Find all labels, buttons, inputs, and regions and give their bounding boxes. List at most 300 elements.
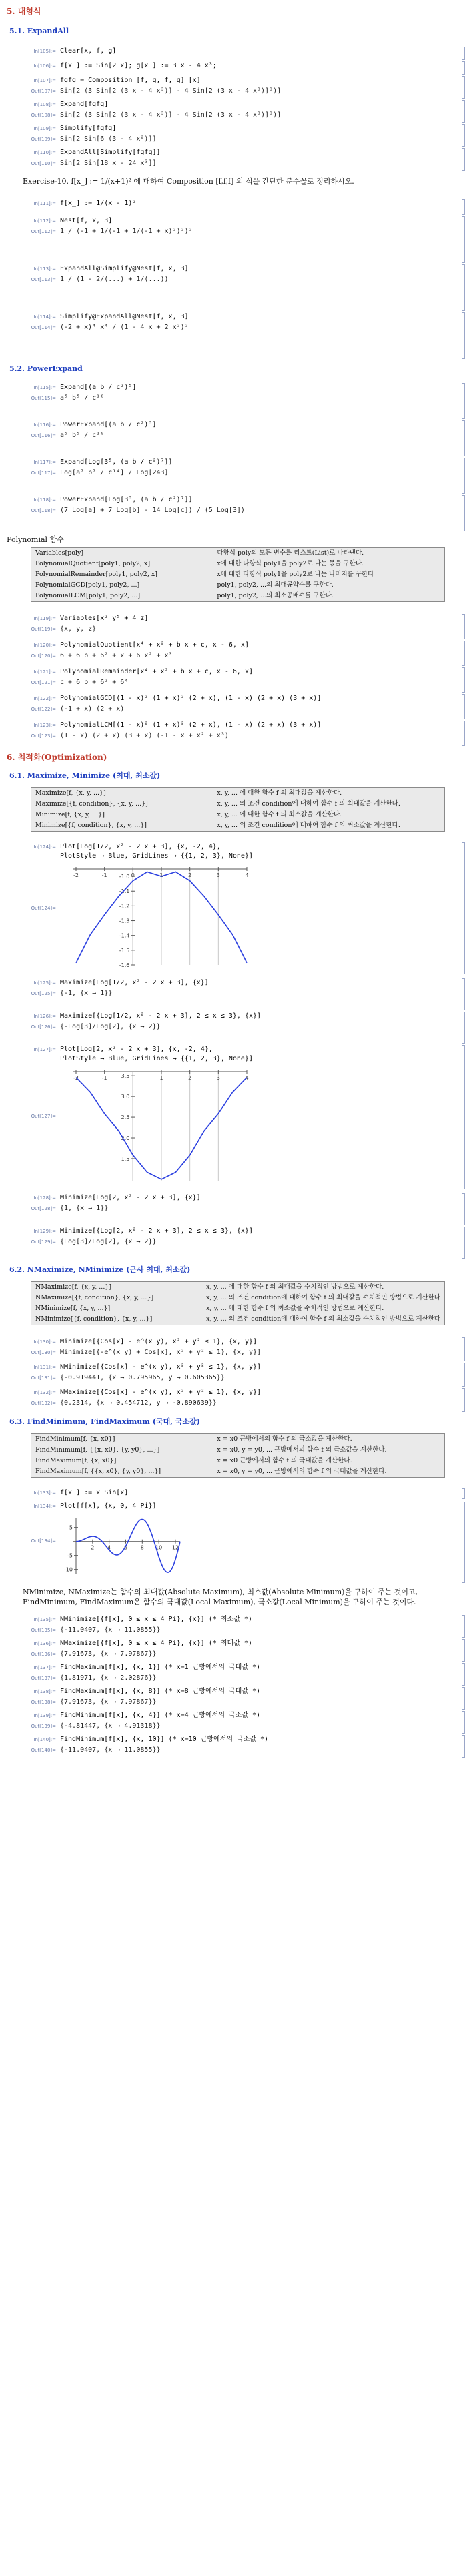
input-code[interactable]: NMinimize[{Cos[x] - e^(x y), x² + y² ≤ 1}, {x, y}]	[60, 1363, 262, 1371]
table-row	[31, 1434, 444, 1445]
input-code[interactable]: Plot[Log[2, x² - 2 x + 3], {x, -2, 4},	[60, 1046, 213, 1053]
input-code[interactable]: FindMaximum[f[x], {x, 1}] (* x=1 근방에서의 극대값 *)	[60, 1664, 261, 1671]
output-cell	[16, 1348, 456, 1357]
output-result: {Log[3]/Log[2], {x → 2}}	[60, 1238, 157, 1245]
input-code[interactable]: NMaximize[{f[x], 0 ≤ x ≤ 4 Pi}, {x}] (* 최대값 *)	[60, 1640, 252, 1647]
cell-bracket[interactable]	[462, 124, 465, 147]
output-label: Out[131]=	[31, 1375, 56, 1381]
input-code[interactable]: NMinimize[{f[x], 0 ≤ x ≤ 4 Pi}, {x}] (* 최소값 *)	[60, 1616, 252, 1623]
output-label: Out[110]=	[31, 161, 56, 166]
output-result: Minimize[{-e^(x y) + Cos[x], x² + y² ≤ 1}, {x, y}]	[60, 1349, 262, 1356]
input-code[interactable]: Expand[fgfg]	[60, 101, 109, 108]
x-tick-label: 4	[245, 872, 249, 878]
input-cell[interactable]	[16, 148, 456, 157]
output-label: Out[139]=	[31, 1724, 56, 1729]
input-code[interactable]: Maximize[Log[1/2, x² - 2 x + 3], {x}]	[60, 979, 209, 986]
input-cell[interactable]	[16, 1639, 456, 1648]
cell-bracket[interactable]	[462, 1363, 465, 1387]
output-result: {-11.0407, {x → 11.0855}}	[60, 1746, 161, 1754]
input-label: In[137]:=	[33, 1665, 56, 1670]
output-result: {7.91673, {x → 7.97867}}	[60, 1650, 157, 1658]
output-cell	[16, 705, 456, 714]
input-cell[interactable]	[16, 199, 456, 208]
output-cell	[16, 87, 456, 96]
output-result: Log[a⁷ b⁷ / c¹⁴] / Log[243]	[60, 469, 169, 476]
output-result: c + 6 b + 6² + 6⁴	[60, 679, 129, 686]
output-result: 1 / (-1 + 1/(-1 + 1/(-1 + x)²)²)²	[60, 228, 193, 235]
input-label: In[117]:=	[33, 460, 56, 465]
y-tick-label: -1.2	[119, 903, 130, 910]
output-result: (-2 + x)⁴ x⁴ / (1 - 4 x + 2 x²)²	[60, 324, 189, 331]
output-label: Out[114]=	[31, 325, 56, 330]
input-label: In[140]:=	[33, 1737, 56, 1742]
cell-bracket[interactable]	[462, 148, 465, 171]
output-result: {-4.81447, {x → 4.91318}}	[60, 1722, 161, 1730]
y-tick-label: 1.5	[121, 1155, 130, 1162]
function-description: poly1, poly2, ...의 최대공약수를 구한다.	[217, 581, 334, 589]
input-label: In[126]:=	[33, 1014, 56, 1019]
input-cell[interactable]	[16, 1488, 456, 1498]
input-label: In[125]:=	[33, 980, 56, 986]
input-cell[interactable]	[16, 1663, 456, 1672]
x-tick-label: 4	[245, 1075, 249, 1081]
input-label: In[107]:=	[33, 78, 56, 83]
plot2-svg	[53, 1066, 254, 1187]
input-code[interactable]: Plot[f[x], {x, 0, 4 Pi}]	[60, 1502, 157, 1510]
output-cell	[16, 1022, 456, 1032]
input-code[interactable]: PowerExpand[(a b / c²)⁵]	[60, 421, 157, 428]
cell-bracket[interactable]	[462, 1615, 465, 1638]
input-cell[interactable]	[16, 100, 456, 109]
output-result: Sin[2 (3 Sin[2 (3 x - 4 x³)] - 4 Sin[2 (3 x - 4 x³)]³)]	[60, 111, 282, 119]
cell-bracket[interactable]	[462, 1663, 465, 1686]
output-label: Out[113]=	[31, 277, 56, 282]
input-cell[interactable]	[16, 721, 456, 730]
table-row	[31, 1314, 444, 1325]
output-cell	[16, 1373, 456, 1383]
function-description: x에 대한 다항식 poly1을 poly2로 나눈 몫을 구한다.	[217, 560, 364, 567]
x-tick-label: -1	[101, 1075, 107, 1081]
cell-bracket[interactable]	[462, 1388, 465, 1412]
input-cell[interactable]	[16, 694, 456, 703]
function-description: x = x0 근방에서의 함수 f 의 극소값을 계산한다.	[217, 1435, 352, 1443]
cell-bracket[interactable]	[462, 1735, 465, 1758]
table-row	[31, 1293, 444, 1303]
x-tick-label: 3	[216, 1075, 220, 1081]
output-label: Out[124]=	[31, 906, 56, 911]
output-label: Out[108]=	[31, 113, 56, 118]
input-label: In[105]:=	[33, 49, 56, 54]
input-code[interactable]: PlotStyle → Blue, GridLines → {{1, 2, 3}, None}]	[60, 852, 253, 860]
input-label: In[133]:=	[33, 1490, 56, 1496]
output-cell	[16, 431, 456, 440]
output-cell	[16, 1237, 456, 1247]
cell-bracket[interactable]	[462, 721, 465, 746]
input-code[interactable]: Simplify@ExpandAll@Nest[f, x, 3]	[60, 313, 189, 320]
input-code[interactable]: Expand[Log[3⁵, (a b / c²)⁷]]	[60, 458, 173, 466]
function-signature: NMinimize[f, {x, y, ...}]	[35, 1305, 111, 1312]
input-code[interactable]: NMaximize[{Cos[x] - e^(x y), x² + y² ≤ 1}, {x, y}]	[60, 1389, 262, 1396]
input-cell[interactable]	[16, 495, 456, 505]
output-result: Sin[2 Sin[6 (3 - 4 x²)]]	[60, 135, 157, 143]
input-code[interactable]: PolynomialQuotient[x⁴ + x² + b x + c, x - 6, x]	[60, 641, 249, 649]
y-tick-label: -1.3	[119, 918, 130, 924]
cell-bracket[interactable]	[462, 694, 465, 719]
cell-bracket[interactable]	[462, 1488, 465, 1499]
input-code[interactable]: f[x_] := 1/(x - 1)²	[60, 200, 137, 207]
subsection-title: 6.3. FindMinimum, FindMaximum (국대, 국소값)	[9, 1417, 200, 1426]
output-result: {0.2314, {x → 0.454712, y → -0.890639}}	[60, 1399, 217, 1407]
input-cell[interactable]	[16, 1337, 456, 1347]
input-label: In[131]:=	[33, 1365, 56, 1370]
input-code[interactable]: f[x_] := Sin[2 x]; g[x_] := 3 x - 4 x³;	[60, 62, 217, 69]
output-label: Out[137]=	[31, 1676, 56, 1681]
plot3-chart	[53, 1512, 187, 1581]
output-label: Out[140]=	[31, 1748, 56, 1753]
cell-bracket[interactable]	[462, 458, 465, 494]
input-code[interactable]: FindMinimum[f[x], {x, 4}] (* x=4 근방에서의 극소값 *)	[60, 1712, 261, 1719]
function-description: x = x0, y = y0, ... 근방에서의 함수 f 의 극소값을 계산한다.	[217, 1446, 387, 1454]
input-cell[interactable]	[16, 1363, 456, 1372]
subsection-title: 6.2. NMaximize, NMinimize (근사 최대, 최소값)	[9, 1265, 191, 1274]
input-code[interactable]: Minimize[Log[2, x² - 2 x + 3], {x}]	[60, 1194, 201, 1201]
input-cell[interactable]	[16, 124, 456, 133]
function-signature: Maximize[{f, condition}, {x, y, ...}]	[35, 800, 148, 808]
cell-bracket[interactable]	[462, 1337, 465, 1361]
output-result: {7.91673, {x → 7.97867}}	[60, 1698, 157, 1706]
input-code[interactable]: Nest[f, x, 3]	[60, 217, 113, 224]
output-cell	[16, 506, 456, 515]
input-cell[interactable]	[16, 61, 456, 71]
input-label: In[108]:=	[33, 102, 56, 107]
table-row	[31, 591, 444, 601]
output-label: Out[112]=	[31, 229, 56, 234]
y-tick-label: -10	[63, 1566, 73, 1573]
output-label: Out[129]=	[31, 1239, 56, 1245]
input-code[interactable]: Variables[x² y⁵ + 4 z]	[60, 615, 149, 622]
output-cell	[16, 1626, 456, 1635]
input-label: In[110]:=	[33, 150, 56, 155]
cell-bracket[interactable]	[462, 1045, 465, 1189]
input-cell-continuation[interactable]	[16, 1054, 456, 1064]
table-row	[31, 569, 444, 580]
output-result: {x, y, z}	[60, 625, 97, 633]
output-label: Out[127]=	[31, 1114, 56, 1119]
input-cell[interactable]	[16, 1045, 456, 1054]
output-result: {1.81971, {x → 2.02876}}	[60, 1674, 157, 1682]
y-tick-label: -1.1	[119, 888, 130, 895]
input-cell[interactable]	[16, 47, 456, 56]
function-description: poly1, poly2, ...의 최소공배수를 구한다.	[217, 592, 334, 599]
input-code[interactable]: PolynomialRemainder[x⁴ + x² + b x + c, x - 6, x]	[60, 668, 253, 675]
output-result: {1, {x → 1}}	[60, 1205, 109, 1212]
output-result: {-1, {x → 1}}	[60, 990, 113, 997]
output-result: Sin[2 Sin[18 x - 24 x³]]	[60, 159, 157, 167]
polynomial-heading: Polynomial 함수	[7, 535, 64, 544]
subsection-title: 5.1. ExpandAll	[9, 27, 69, 35]
output-cell	[16, 731, 456, 741]
output-label: Out[119]=	[31, 627, 56, 632]
input-cell[interactable]	[16, 1615, 456, 1624]
cell-bracket[interactable]	[462, 76, 465, 99]
nmaximize-function-table	[31, 1281, 445, 1325]
input-cell[interactable]	[16, 1227, 456, 1236]
input-code[interactable]: FindMaximum[f[x], {x, 8}] (* x=8 근방에서의 극대값 *)	[60, 1688, 261, 1695]
function-signature: Minimize[{f, condition}, {x, y, ...}]	[35, 822, 147, 829]
input-cell[interactable]	[16, 614, 456, 623]
output-label: Out[135]=	[31, 1628, 56, 1633]
input-cell[interactable]	[16, 842, 456, 852]
cell-bracket[interactable]	[462, 1193, 465, 1225]
output-cell	[16, 1204, 456, 1213]
cell-bracket[interactable]	[462, 199, 465, 215]
input-label: In[109]:=	[33, 126, 56, 131]
input-label: In[127]:=	[33, 1047, 56, 1052]
input-label: In[123]:=	[33, 723, 56, 728]
y-tick-label: -1.4	[119, 932, 130, 939]
input-cell[interactable]	[16, 1193, 456, 1203]
output-label: Out[121]=	[31, 680, 56, 685]
input-cell[interactable]	[16, 641, 456, 650]
input-label: In[129]:=	[33, 1229, 56, 1234]
y-tick-label: -5	[67, 1552, 73, 1559]
output-result: {-Log[3]/Log[2], {x → 2}}	[60, 1023, 161, 1030]
output-result: {-11.0407, {x → 11.0855}}	[60, 1626, 161, 1634]
output-result: Sin[2 (3 Sin[2 (3 x - 4 x³)] - 4 Sin[2 (3 x - 4 x³)]³)]	[60, 87, 282, 95]
output-label: Out[134]=	[31, 1538, 56, 1544]
function-signature: Minimize[f, {x, y, ...}]	[35, 811, 105, 818]
cell-bracket[interactable]	[462, 614, 465, 639]
cell-bracket[interactable]	[462, 383, 465, 419]
output-cell	[16, 135, 456, 144]
output-cell	[16, 1698, 456, 1707]
output-cell	[16, 1674, 456, 1683]
function-description: x, y, ... 에 대한 함수 f 의 최소값을 수치적인 방법으로 계산한다.	[206, 1305, 384, 1312]
output-cell	[16, 1722, 456, 1731]
function-signature: Variables[poly]	[35, 549, 84, 557]
input-cell[interactable]	[16, 667, 456, 677]
input-cell-continuation[interactable]	[16, 852, 456, 861]
input-label: In[121]:=	[33, 669, 56, 675]
output-label: Out[126]=	[31, 1024, 56, 1030]
function-signature: PolynomialGCD[poly1, poly2, ...]	[35, 581, 140, 589]
table-row	[31, 788, 444, 799]
output-result: (1 - x) (2 + x) (3 + x) (-1 - x + x² + x³)	[60, 732, 229, 739]
function-description: x = x0, y = y0, ... 근방에서의 함수 f 의 극대값을 계산한다.	[217, 1468, 387, 1475]
input-cell[interactable]	[16, 1388, 456, 1397]
y-tick-label: -1.0	[119, 874, 130, 880]
input-code[interactable]: Maximize[{Log[1/2, x² - 2 x + 3], 2 ≤ x ≤ 3}, {x}]	[60, 1012, 262, 1020]
cell-bracket[interactable]	[462, 1639, 465, 1662]
cell-bracket[interactable]	[462, 641, 465, 666]
output-cell	[16, 1650, 456, 1659]
cell-bracket[interactable]	[462, 216, 465, 263]
output-result: {-0.919441, {x → 0.795965, y → 0.605365}}	[60, 1374, 225, 1381]
function-description: x = x0 근방에서의 함수 f 의 극대값을 계산한다.	[217, 1457, 352, 1464]
x-tick-label: 12	[171, 1544, 179, 1551]
input-code[interactable]: Plot[Log[1/2, x² - 2 x + 3], {x, -2, 4},	[60, 843, 221, 850]
table-row	[31, 1456, 444, 1466]
cell-bracket[interactable]	[462, 100, 465, 123]
output-cell	[16, 323, 456, 332]
input-cell[interactable]	[16, 1735, 456, 1744]
input-cell[interactable]	[16, 1502, 456, 1511]
x-tick-label: 2	[188, 872, 192, 878]
input-cell[interactable]	[16, 458, 456, 467]
cell-bracket[interactable]	[462, 61, 465, 75]
input-code[interactable]: fgfg = Composition [f, g, f, g] [x]	[60, 77, 201, 84]
note-text: NMinimize, NMaximize는 함수의 최대값(Absolute Maximum), 최소값(Absolute Minimum)을 구하여 주는 것이고, FindMinimum, FindMaximum은 함수의 극대값(Local Maximum), 극소값(Local Minimum)을 구하여 주는 것이다.	[23, 1588, 418, 1606]
output-result: 6 + 6 b + 6² + x + 6 x² + x³	[60, 652, 173, 659]
input-cell[interactable]	[16, 420, 456, 430]
input-label: In[128]:=	[33, 1195, 56, 1201]
cell-bracket[interactable]	[462, 1687, 465, 1710]
output-cell	[16, 468, 456, 478]
input-label: In[115]:=	[33, 385, 56, 390]
input-label: In[114]:=	[33, 314, 56, 320]
cell-bracket[interactable]	[462, 420, 465, 456]
cell-bracket[interactable]	[462, 47, 465, 60]
cell-bracket[interactable]	[462, 1012, 465, 1044]
y-tick-label: 3.0	[121, 1094, 130, 1100]
input-label: In[116]:=	[33, 422, 56, 428]
output-result: 1 / (1 - 2/(...) + 1/(...))	[60, 276, 169, 283]
input-code[interactable]: Expand[(a b / c²)⁵]	[60, 384, 137, 391]
input-label: In[106]:=	[33, 63, 56, 69]
input-code[interactable]: Minimize[{Log[2, x² - 2 x + 3], 2 ≤ x ≤ 3}, {x}]	[60, 1227, 253, 1235]
cell-bracket[interactable]	[462, 1227, 465, 1259]
input-cell[interactable]	[16, 1711, 456, 1720]
input-cell[interactable]	[16, 1687, 456, 1696]
input-label: In[112]:=	[33, 218, 56, 224]
cell-bracket[interactable]	[462, 667, 465, 693]
x-tick-label: -2	[73, 1075, 79, 1081]
x-tick-label: 2	[188, 1075, 192, 1081]
input-code[interactable]: ExpandAll@Simplify@Nest[f, x, 3]	[60, 265, 189, 272]
input-code[interactable]: FindMinimum[f[x], {x, 10}] (* x=10 근방에서의 극소값 *)	[60, 1736, 269, 1743]
input-cell[interactable]	[16, 312, 456, 322]
input-label: In[111]:=	[33, 201, 56, 206]
x-tick-label: 4	[107, 1544, 111, 1551]
input-label: In[113]:=	[33, 266, 56, 272]
input-code[interactable]: PolynomialGCD[(1 - x)² (1 + x)² (2 + x), (1 - x) (2 + x) (3 + x)]	[60, 695, 322, 702]
input-cell[interactable]	[16, 1012, 456, 1021]
output-cell	[16, 227, 456, 236]
function-signature: NMaximize[{f, condition}, {x, y, ...}]	[35, 1294, 154, 1301]
cell-bracket[interactable]	[462, 1711, 465, 1734]
input-cell[interactable]	[16, 978, 456, 988]
plot1-svg	[53, 864, 254, 970]
function-signature: FindMaximum[f, {x, x0}]	[35, 1457, 117, 1464]
function-signature: Maximize[f, {x, y, ...}]	[35, 789, 106, 797]
input-label: In[138]:=	[33, 1689, 56, 1694]
table-row	[31, 1445, 444, 1456]
table-row	[31, 1466, 444, 1477]
output-label: Out[116]=	[31, 433, 56, 438]
output-label: Out[128]=	[31, 1206, 56, 1211]
function-description: 다항식 poly의 모든 변수를 리스트(List)로 나타낸다.	[217, 549, 364, 557]
exercise-text: Exercise-10. f[x_] := 1/(x+1)² 에 대하여 Composition [f,f,f] 의 식을 간단한 분수꼴로 정리하시오.	[23, 177, 354, 186]
table-row	[31, 820, 444, 831]
x-tick-label: 1	[159, 872, 163, 878]
output-label: Out[107]=	[31, 89, 56, 94]
output-result: (-1 + x) (2 + x)	[60, 705, 125, 713]
output-label: Out[130]=	[31, 1350, 56, 1355]
x-tick-label: 1	[159, 1075, 163, 1081]
cell-bracket[interactable]	[462, 312, 465, 359]
table-row	[31, 799, 444, 810]
output-cell	[16, 394, 456, 403]
output-label: Out[120]=	[31, 653, 56, 659]
function-description: x, y, ... 에 대한 함수 f 의 최소값을 계산한다.	[217, 811, 342, 818]
cell-bracket[interactable]	[462, 842, 465, 974]
table-row	[31, 559, 444, 569]
input-label: In[139]:=	[33, 1713, 56, 1718]
findminimum-function-table	[31, 1433, 445, 1478]
input-code[interactable]: PlotStyle → Blue, GridLines → {{1, 2, 3}, None}]	[60, 1055, 253, 1062]
x-tick-label: -2	[73, 872, 79, 878]
output-cell	[16, 1399, 456, 1408]
function-description: x, y, ... 에 대한 함수 f 의 최대값을 수치적인 방법으로 계산한다.	[206, 1283, 384, 1291]
function-signature: PolynomialLCM[poly1, poly2, ...]	[35, 592, 141, 599]
input-label: In[124]:=	[33, 844, 56, 850]
input-cell[interactable]	[16, 76, 456, 85]
section-title: 5. 대형식	[7, 7, 41, 16]
function-signature: PolynomialRemainder[poly1, poly2, x]	[35, 571, 157, 578]
input-label: In[134]:=	[33, 1504, 56, 1509]
plot1-chart	[53, 864, 254, 972]
function-signature: PolynomialQuotient[poly1, poly2, x]	[35, 560, 151, 567]
output-result: (7 Log[a] + 7 Log[b] - 14 Log[c]) / (5 Log[3])	[60, 507, 245, 514]
function-description: x, y, ... 의 조건 condition에 대하여 함수 f 의 최대값을 계산한다.	[217, 800, 400, 808]
output-label: Out[125]=	[31, 991, 56, 996]
table-row	[31, 548, 444, 559]
output-cell	[16, 625, 456, 634]
plot3-svg	[53, 1512, 187, 1579]
function-signature: FindMinimum[f, {x, x0}]	[35, 1435, 115, 1443]
output-label: Out[132]=	[31, 1401, 56, 1406]
output-label: Out[109]=	[31, 137, 56, 142]
input-code[interactable]: Simplify[fgfg]	[60, 125, 117, 132]
x-tick-label: -1	[101, 872, 107, 878]
input-code[interactable]: PowerExpand[Log[3⁵, (a b / c²)⁷]]	[60, 496, 193, 503]
cell-bracket[interactable]	[462, 1502, 465, 1583]
output-label: Out[117]=	[31, 470, 56, 476]
input-code[interactable]: Minimize[{Cos[x] - e^(x y), x² + y² ≤ 1}, {x, y}]	[60, 1338, 258, 1345]
output-label: Out[115]=	[31, 396, 56, 401]
input-cell[interactable]	[16, 264, 456, 274]
input-label: In[119]:=	[33, 616, 56, 621]
polynomial-function-table	[31, 547, 445, 602]
y-tick-label: -1.6	[119, 962, 130, 968]
cell-bracket[interactable]	[462, 978, 465, 1010]
output-label: Out[138]=	[31, 1700, 56, 1705]
input-label: In[118]:=	[33, 497, 56, 503]
cell-bracket[interactable]	[462, 495, 465, 531]
plot2-chart	[53, 1066, 254, 1189]
table-row	[31, 1282, 444, 1293]
output-label: Out[123]=	[31, 733, 56, 739]
input-code[interactable]: PolynomialLCM[(1 - x)² (1 + x)² (2 + x), (1 - x) (2 + x) (3 + x)]	[60, 721, 322, 729]
input-cell[interactable]	[16, 216, 456, 226]
input-code[interactable]: f[x_] := x Sin[x]	[60, 1489, 129, 1496]
x-tick-label: 3	[216, 872, 220, 878]
input-cell[interactable]	[16, 383, 456, 392]
input-code[interactable]: Clear[x, f, g]	[60, 47, 117, 55]
input-code[interactable]: ExpandAll[Simplify[fgfg]]	[60, 149, 161, 156]
y-tick-label: 3.5	[121, 1073, 130, 1080]
cell-bracket[interactable]	[462, 264, 465, 311]
